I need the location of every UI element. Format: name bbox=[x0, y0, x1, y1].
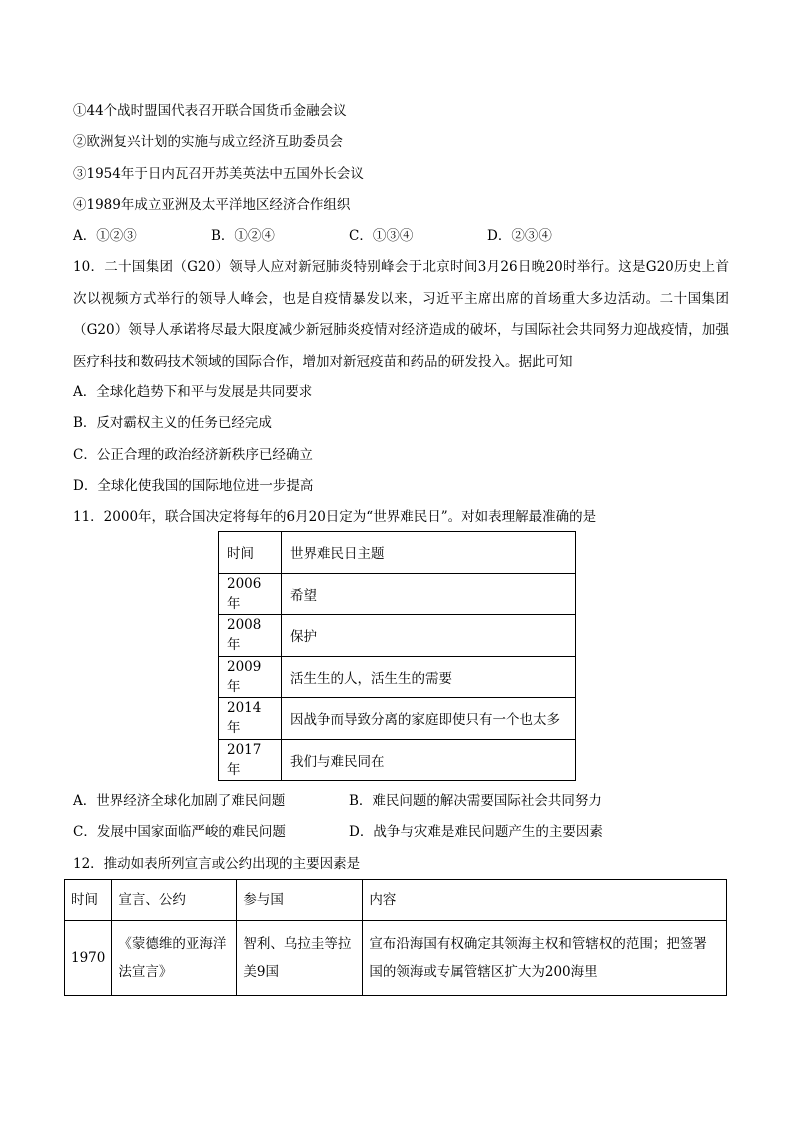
theme-cell: 活生生的人，活生生的需要 bbox=[282, 656, 576, 698]
table-row bbox=[219, 573, 576, 615]
year-cell: 1970 bbox=[65, 921, 112, 996]
table-row bbox=[65, 921, 727, 996]
declaration-table bbox=[64, 879, 727, 996]
theme-cell: 保护 bbox=[282, 615, 576, 657]
year-cell: 2017年 bbox=[219, 739, 282, 781]
table-header-row bbox=[65, 880, 727, 921]
q11-stem: 11．2000年，联合国决定将每年的6月20日定为“世界难民日”。对如表理解最准确的是 bbox=[73, 509, 597, 525]
theme-cell: 希望 bbox=[282, 573, 576, 615]
q9-option-b: B．①②④ bbox=[211, 228, 275, 244]
q9-option-a: A．①②③ bbox=[73, 228, 137, 244]
q9-option-d: D．②③④ bbox=[487, 228, 552, 244]
q9-item-3: ③1954年于日内瓦召开苏美英法中五国外长会议 bbox=[73, 166, 364, 182]
q10-stem: 10．二十国集团（G20）领导人应对新冠肺炎特别峰会于北京时间3月26日晚20时举行。这是G20历史上首次以视频方式举行的领导人峰会，也是自疫情暴发以来，习近平主席出席的首场重大多边活动。二十国集团（G20）领导人承诺将尽最大限度减少新冠肺炎疫情对经济造成的破坏，与国际社会共同努力迎战疫情，加强医疗科技和数码技术领域的国际合作，增加对新冠疫苗和药品的研发投入。据此可知 bbox=[73, 259, 729, 370]
q9-option-c: C．①③④ bbox=[349, 228, 414, 244]
table-header-cell: 世界难民日主题 bbox=[282, 532, 576, 574]
q11-options-row-1 bbox=[73, 791, 728, 811]
q11-option-a: A．世界经济全球化加剧了难民问题 bbox=[73, 793, 286, 809]
table-row bbox=[219, 656, 576, 698]
table-header-row bbox=[219, 532, 576, 574]
q12-stem: 12．推动如表所列宣言或公约出现的主要因素是 bbox=[73, 856, 361, 872]
q11-options-row-2 bbox=[73, 822, 728, 842]
table-row bbox=[219, 615, 576, 657]
table-header-cell: 时间 bbox=[65, 880, 112, 921]
table-row bbox=[219, 739, 576, 781]
theme-cell: 因战争而导致分离的家庭即使只有一个也太多 bbox=[282, 698, 576, 740]
q10-option-a: A．全球化趋势下和平与发展是共同要求 bbox=[73, 384, 313, 400]
q9-item-1: ①44个战时盟国代表召开联合国货币金融会议 bbox=[73, 103, 347, 119]
q11-option-c: C．发展中国家面临严峻的难民问题 bbox=[73, 824, 286, 840]
q10-option-b: B．反对霸权主义的任务已经完成 bbox=[73, 415, 272, 431]
table-header-cell: 时间 bbox=[219, 532, 282, 574]
refugee-day-table bbox=[218, 531, 576, 781]
participants-cell: 智利、乌拉圭等拉美9国 bbox=[237, 921, 363, 996]
q9-item-2: ②欧洲复兴计划的实施与成立经济互助委员会 bbox=[73, 134, 343, 150]
table-header-cell: 内容 bbox=[363, 880, 727, 921]
q10-option-c: C．公正合理的政治经济新秩序已经确立 bbox=[73, 447, 313, 463]
q11-option-d: D．战争与灾难是难民问题产生的主要因素 bbox=[349, 824, 603, 840]
table-header-cell: 参与国 bbox=[237, 880, 363, 921]
content-cell: 宣布沿海国有权确定其领海主权和管辖权的范围；把签署国的领海或专属管辖区扩大为200海里 bbox=[363, 921, 727, 996]
year-cell: 2008年 bbox=[219, 615, 282, 657]
table-row bbox=[219, 698, 576, 740]
theme-cell: 我们与难民同在 bbox=[282, 739, 576, 781]
year-cell: 2006年 bbox=[219, 573, 282, 615]
q11-option-b: B．难民问题的解决需要国际社会共同努力 bbox=[349, 793, 602, 809]
year-cell: 2014年 bbox=[219, 698, 282, 740]
q9-options bbox=[73, 226, 728, 246]
q10-option-d: D．全球化使我国的国际地位进一步提高 bbox=[73, 478, 314, 494]
q9-item-4: ④1989年成立亚洲及太平洋地区经济合作组织 bbox=[73, 197, 351, 213]
year-cell: 2009年 bbox=[219, 656, 282, 698]
declaration-cell: 《蒙德维的亚海洋法宣言》 bbox=[112, 921, 237, 996]
table-header-cell: 宣言、公约 bbox=[112, 880, 237, 921]
